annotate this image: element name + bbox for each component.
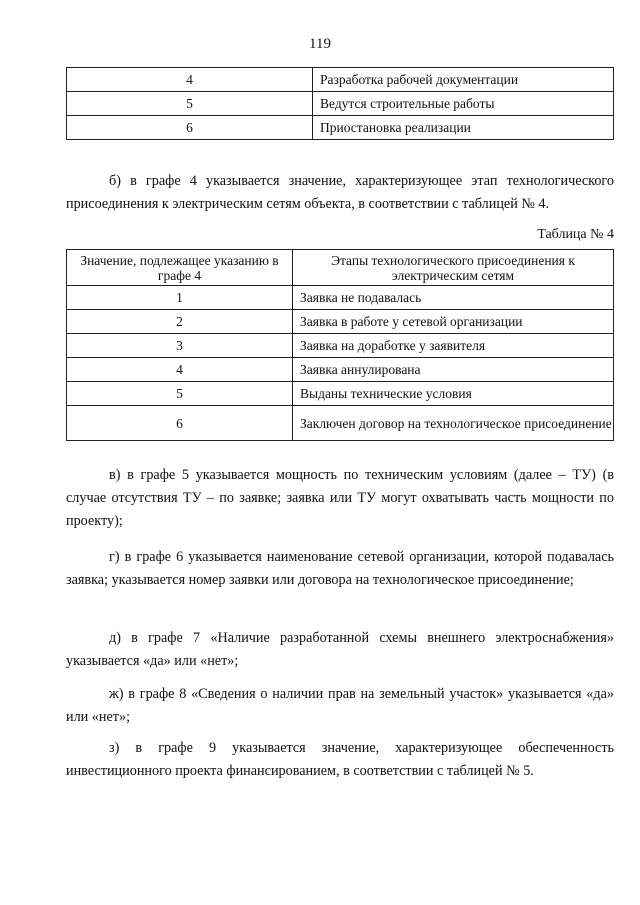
page-number: 119 <box>309 36 331 52</box>
table-cell-stage: Заключен договор на технологическое присоединение <box>293 406 614 441</box>
stages-table-continued <box>66 67 614 140</box>
table-cell-stage: Разработка рабочей документации <box>313 68 614 92</box>
table-cell-stage: Заявка на доработке у заявителя <box>293 334 614 358</box>
table-cell-stage: Заявка в работе у сетевой организации <box>293 310 614 334</box>
paragraph-d: д) в графе 7 «Наличие разработанной схемы внешнего электроснабжения» указывается «да» или «нет»; <box>66 630 614 669</box>
paragraph-z: з) в графе 9 указывается значение, характеризующее обеспеченность инвестиционного проекта финансированием, в соответствии с таблицей № 5. <box>66 740 614 779</box>
table-row <box>67 310 614 334</box>
paragraph-b: б) в графе 4 указывается значение, характеризующее этап технологического присоединения к электрическим сетям объекта, в соответствии с таблицей № 4. <box>66 173 614 212</box>
table-cell-stage: Заявка аннулирована <box>293 358 614 382</box>
table-cell-value: 6 <box>67 116 313 140</box>
table-header-row <box>67 250 614 286</box>
table-header-value: Значение, подлежащее указанию в графе 4 <box>67 250 293 286</box>
table-row <box>67 286 614 310</box>
table-row <box>67 406 614 441</box>
table-row <box>67 68 614 92</box>
table-cell-stage: Заявка не подавалась <box>293 286 614 310</box>
table-cell-stage: Ведутся строительные работы <box>313 92 614 116</box>
table-cell-value: 3 <box>67 334 293 358</box>
paragraph-v: в) в графе 5 указывается мощность по техническим условиям (далее – ТУ) (в случае отсутствия ТУ – по заявке; заявка или ТУ могут охватывать часть мощности по проекту); <box>66 467 614 529</box>
table-cell-value: 4 <box>67 68 313 92</box>
table-row <box>67 116 614 140</box>
paragraph-g: г) в графе 6 указывается наименование сетевой организации, которой подавалась заявка; указывается номер заявки или договора на технологическое присоединение; <box>66 549 614 588</box>
table-cell-value: 2 <box>67 310 293 334</box>
table-cell-stage: Приостановка реализации <box>313 116 614 140</box>
table-4 <box>66 249 614 441</box>
table-row <box>67 382 614 406</box>
table-cell-value: 6 <box>67 406 293 441</box>
table-cell-value: 5 <box>67 92 313 116</box>
table-row <box>67 334 614 358</box>
table-cell-value: 5 <box>67 382 293 406</box>
table4-caption: Таблица № 4 <box>537 227 614 242</box>
paragraph-zh: ж) в графе 8 «Сведения о наличии прав на земельный участок» указывается «да» или «нет»; <box>66 686 614 725</box>
table-row <box>67 358 614 382</box>
table-cell-value: 4 <box>67 358 293 382</box>
table-header-stage: Этапы технологического присоединения к электрическим сетям <box>293 250 614 286</box>
table-cell-value: 1 <box>67 286 293 310</box>
table-row <box>67 92 614 116</box>
table-cell-stage: Выданы технические условия <box>293 382 614 406</box>
